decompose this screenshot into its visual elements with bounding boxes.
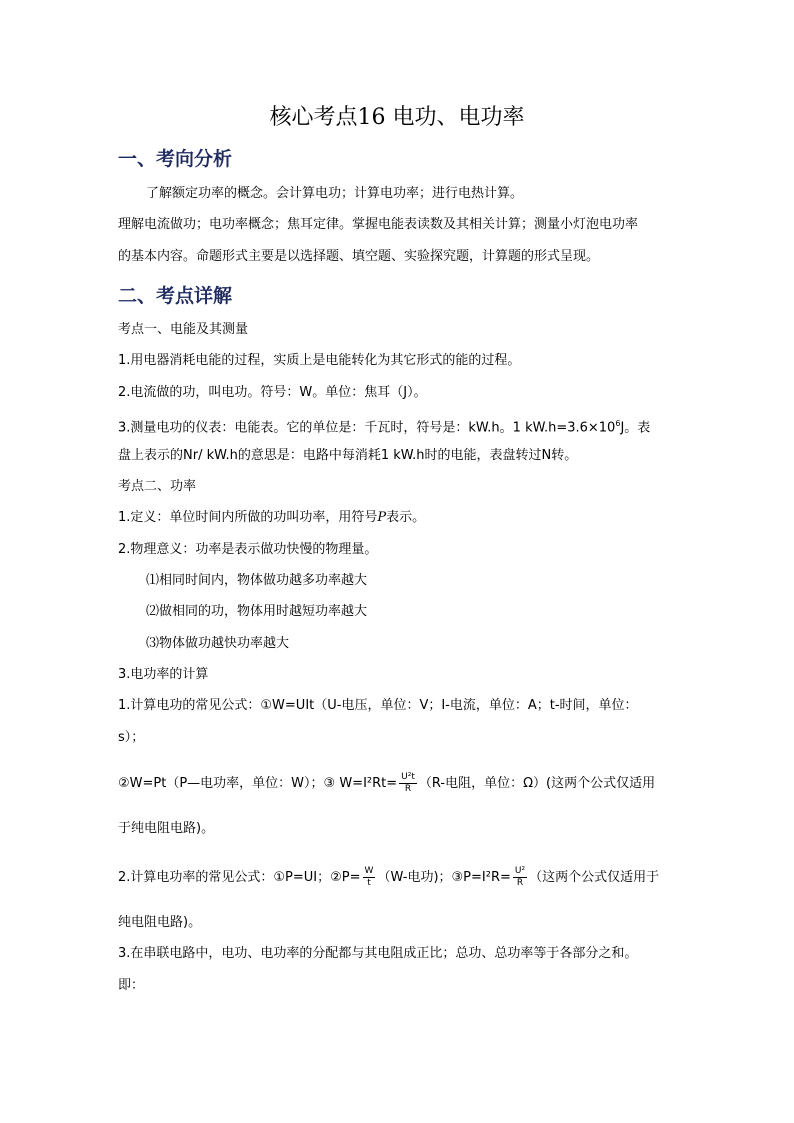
series-circuit-rule: 3.在串联电路中，电功、电功率的分配都与其电阻成正比；总功、总功率等于各部分之和。: [118, 946, 638, 961]
formula-3-pre: 2.计算电功率的常见公式：①P=UI；②P=: [118, 870, 361, 885]
analysis-paragraph-2: 理解电流做功；电功率概念；焦耳定律。掌握电能表读数及其相关计算；测量小灯泡电功率: [118, 217, 639, 232]
formula-2b: 于纯电阻电路)。: [118, 821, 215, 836]
k1-3a-sup: 6: [615, 419, 621, 428]
k1-3a-end: J。表: [620, 420, 651, 436]
analysis-paragraph-1: 了解额定功率的概念。会计算电功；计算电功率；进行电热计算。: [146, 186, 524, 201]
section-heading-detail: 二、考点详解: [118, 285, 233, 307]
k2-1-symbol: P: [377, 510, 387, 525]
formula-2-pre: ②W=Pt（P—电功率，单位：W）；③ W=I²Rt=: [118, 776, 398, 791]
k2-1b-text: 表示。: [386, 510, 426, 525]
fraction-numerator: U²t: [401, 772, 415, 782]
kaodian-2-item-2: 2.物理意义：功率是表示做功快慢的物理量。: [118, 542, 378, 557]
formula-3-mid: （W-电功)；③P=I²R=: [377, 870, 511, 885]
fraction-w-over-t: [363, 866, 376, 889]
section-heading-analysis: 一、考向分析: [118, 148, 233, 170]
formula-1a: 1.计算电功的常见公式：①W=UIt（U-电压，单位：V；I-电流，单位：A；t-时间，单位：: [118, 698, 638, 713]
k2-1a-text: 1.定义：单位时间内所做的功叫功率，用符号: [118, 510, 378, 525]
kaodian-2-sub-2: ⑵做相同的功，物体用时越短功率越大: [146, 604, 368, 619]
series-circuit-rule-cont: 即：: [118, 978, 145, 993]
kaodian-1-item-2: 2.电流做的功，叫电功。符号：W。单位：焦耳（J）。: [118, 385, 427, 400]
formula-1b: s）；: [118, 730, 145, 745]
k1-3a-text: 3.测量电功的仪表：电能表。它的单位是：千瓦时，符号是：kW.h。1 kW.h=3.6×10: [118, 420, 616, 436]
formula-2-post: （R-电阻，单位：Ω）(这两个公式仅适用: [418, 776, 656, 791]
analysis-paragraph-3: 的基本内容。命题形式主要是以选择题、填空题、实验探究题，计算题的形式呈现。: [118, 249, 600, 264]
fraction-u2-over-r: [513, 866, 527, 889]
formula-3: [118, 866, 690, 889]
fraction-denominator: t: [367, 878, 371, 888]
kaodian-1-item-1: 1.用电器消耗电能的过程，实质上是电能转化为其它形式的能的过程。: [118, 353, 521, 368]
kaodian-2-heading: 考点二、功率: [118, 479, 197, 494]
kaodian-2-item-1: [118, 508, 690, 528]
kaodian-3-heading: 3.电功率的计算: [118, 667, 209, 682]
kaodian-1-item-3a: [118, 414, 690, 438]
formula-3b: 纯电阻电路)。: [118, 915, 202, 930]
fraction-denominator: R: [516, 878, 524, 888]
fraction-denominator: R: [404, 784, 412, 794]
formula-3-post: （这两个公式仅适用于: [529, 870, 660, 885]
kaodian-2-sub-1: ⑴相同时间内，物体做功越多功率越大: [146, 573, 368, 588]
kaodian-1-heading: 考点一、电能及其测量: [118, 322, 249, 337]
fraction-numerator: U²: [514, 866, 526, 876]
formula-2: [118, 772, 690, 795]
fraction-numerator: W: [364, 866, 374, 876]
kaodian-1-item-3b: 盘上表示的Nr/ kW.h的意思是：电路中每消耗1 kW.h时的电能，表盘转过N转。: [118, 448, 578, 463]
page-title: 核心考点16 电功、电功率: [269, 105, 525, 130]
fraction-u2t-over-r: [399, 772, 417, 795]
kaodian-2-sub-3: ⑶物体做功越快功率越大: [146, 636, 290, 651]
